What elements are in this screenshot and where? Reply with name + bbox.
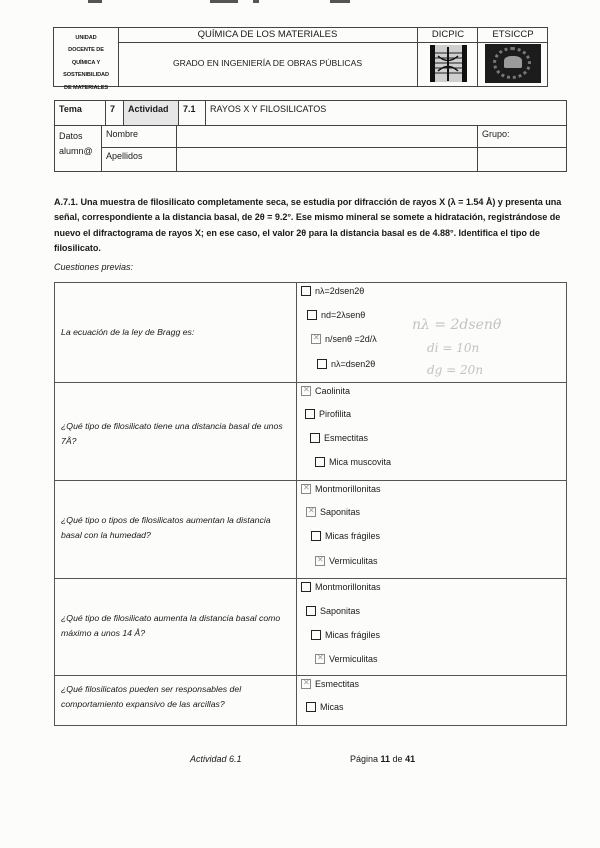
option-label: nλ=2dsen2θ [315, 286, 365, 296]
question-text: ¿Qué tipo o tipos de filosilicatos aumentan la distancia basal con la humedad? [61, 515, 271, 540]
degree-title: GRADO EN INGENIERÍA DE OBRAS PÚBLICAS [172, 58, 363, 68]
scan-artifact [330, 0, 350, 3]
nombre-field[interactable] [177, 126, 478, 148]
checkbox[interactable] [317, 359, 327, 369]
tema-value: 7 [106, 101, 124, 126]
page-separator: de [390, 754, 406, 764]
option-label: Micas [320, 702, 344, 712]
etsiccp-logo-icon [485, 44, 541, 83]
checkbox[interactable] [311, 531, 321, 541]
dicpic-emblem-icon [435, 45, 462, 82]
handwritten-note: dg = 20n [427, 363, 484, 377]
option-label: n/senθ =2d/λ [325, 334, 377, 344]
current-page: 11 [380, 754, 391, 764]
option-item[interactable] [301, 582, 381, 592]
grupo-field[interactable] [478, 148, 566, 171]
option-label: Mica muscovita [329, 457, 392, 467]
option-label: Montmorillonitas [315, 484, 381, 494]
column-divider [296, 481, 297, 578]
dicpic-cell [417, 28, 478, 86]
option-item[interactable] [301, 679, 359, 689]
option-label: Micas frágiles [325, 531, 381, 541]
column-divider [296, 579, 297, 675]
scan-artifact [253, 0, 259, 3]
checkbox-marked[interactable] [301, 679, 311, 689]
actividad-value: 7.1 [179, 101, 206, 126]
option-label: Pirofilita [319, 409, 352, 419]
option-item[interactable] [310, 433, 368, 443]
emblem-center-icon [504, 56, 522, 68]
total-pages: 41 [405, 754, 416, 764]
question-text: ¿Qué tipo de filosilicato aumenta la distancia basal como máximo a unos 14 Å? [61, 613, 281, 638]
question-text: La ecuación de la ley de Bragg es: [61, 327, 195, 337]
dicpic-logo-icon [430, 45, 467, 82]
checkbox-marked[interactable] [311, 334, 321, 344]
unit-line: UNIDAD [75, 34, 97, 41]
datos-label: Datos alumn@ [55, 126, 102, 171]
questions-table [54, 282, 567, 726]
option-label: Vermiculitas [329, 556, 378, 566]
checkbox-marked[interactable] [306, 507, 316, 517]
grupo-label: Grupo: [478, 126, 566, 148]
dicpic-label: DICPIC [418, 28, 478, 43]
option-item[interactable] [301, 286, 364, 296]
nombre-label: Nombre [102, 126, 177, 148]
scan-artifact [210, 0, 238, 3]
option-label: nλ=dsen2θ [331, 359, 376, 369]
checkbox-marked[interactable] [315, 654, 325, 664]
option-item[interactable] [311, 334, 377, 344]
checkbox[interactable] [315, 457, 325, 467]
option-label: Caolinita [315, 386, 351, 396]
column-divider [296, 383, 297, 480]
option-label: nd=2λsenθ [321, 310, 366, 320]
page-prefix: Página [350, 754, 381, 764]
checkbox-marked[interactable] [315, 556, 325, 566]
unit-line: QUÍMICA Y [71, 59, 101, 66]
problem-statement: A.7.1. Una muestra de filosilicato completamente seca, se estudia por difracción de rayos X (λ = 1.54 Å) y presenta una señal, correspondiente a la distancia basal, de 2θ = 9.2°. Ese mismo mineral se somete a hidratación, registrándose de nuevo el difractograma de rayos X; en ese caso, el valor 2θ para la distancia basal es de 4.88°. Identifica el tipo de filosilicato. [54, 197, 562, 253]
activity-info-table [54, 100, 567, 172]
option-item[interactable] [306, 702, 344, 712]
option-item[interactable] [315, 457, 391, 467]
option-label: Vermiculitas [329, 654, 378, 664]
option-item[interactable] [311, 630, 380, 640]
unit-line: DOCENTE DE [68, 47, 104, 54]
option-item[interactable] [305, 409, 351, 419]
option-label: Esmectitas [315, 679, 360, 689]
unit-line: DE MATERIALES [64, 84, 108, 91]
option-label: Micas frágiles [325, 630, 381, 640]
option-label: Esmectitas [324, 433, 369, 443]
option-item[interactable] [315, 654, 378, 664]
apellidos-label: Apellidos [102, 148, 177, 171]
page-number [350, 754, 415, 764]
checkbox-marked[interactable] [301, 484, 311, 494]
option-item[interactable] [307, 310, 365, 320]
checkbox[interactable] [307, 310, 317, 320]
footer-activity: Actividad 6.1 [190, 754, 242, 764]
checkbox[interactable] [301, 286, 311, 296]
column-divider [296, 283, 297, 382]
option-label: Saponitas [320, 507, 361, 517]
option-item[interactable] [301, 386, 350, 396]
option-item[interactable] [311, 531, 380, 541]
option-item[interactable] [306, 507, 360, 517]
option-label: Saponitas [320, 606, 361, 616]
question-row [55, 283, 566, 383]
question-row [55, 383, 566, 481]
etsiccp-label: ETSICCP [478, 28, 548, 43]
apellidos-field[interactable] [177, 148, 478, 171]
scan-artifact [88, 0, 102, 3]
department-name [54, 28, 119, 91]
checkbox[interactable] [306, 606, 316, 616]
option-item[interactable] [317, 359, 375, 369]
option-item[interactable] [301, 484, 381, 494]
checkbox-marked[interactable] [301, 386, 311, 396]
handwritten-note: di = 10n [427, 341, 480, 355]
option-item[interactable] [315, 556, 378, 566]
question-row [55, 579, 566, 676]
handwritten-note: nλ = 2dsenθ [412, 317, 502, 333]
option-label: Montmorillonitas [315, 582, 381, 592]
checkbox[interactable] [305, 409, 315, 419]
activity-title: RAYOS X Y FILOSILICATOS [206, 101, 566, 126]
option-item[interactable] [306, 606, 360, 616]
tema-label: Tema [55, 101, 106, 126]
checkbox[interactable] [301, 582, 311, 592]
question-row [55, 676, 566, 725]
question-text: ¿Qué tipo de filosilicato tiene una distancia basal de unos 7Å? [61, 421, 283, 446]
previous-questions-heading: Cuestiones previas: [54, 262, 134, 272]
question-text: ¿Qué filosilicatos pueden ser responsables del comportamiento expansivo de las arcillas? [61, 684, 242, 709]
column-divider [296, 676, 297, 725]
document-header [53, 27, 548, 91]
question-row [55, 481, 566, 579]
unit-line: SOSTENIBILIDAD [63, 72, 109, 79]
checkbox[interactable] [311, 630, 321, 640]
checkbox[interactable] [306, 702, 316, 712]
course-title: QUÍMICA DE LOS MATERIALES [118, 28, 417, 43]
checkbox[interactable] [310, 433, 320, 443]
actividad-label: Actividad [124, 101, 179, 126]
etsiccp-cell [477, 28, 548, 86]
